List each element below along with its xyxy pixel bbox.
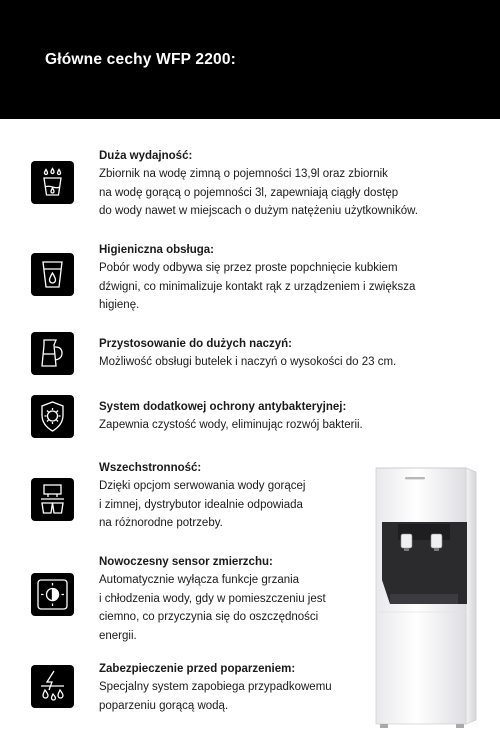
antibacterial-shield-icon [31,395,74,438]
feature-description [99,165,418,221]
feature-title: Wszechstronność: [99,462,202,474]
feature-title: Duża wydajność: [99,150,193,162]
feature-description-line: do wody nawet w miejscach o dużym natężeniu użytkowników. [99,205,418,217]
cup-water-icon [31,253,74,296]
feature-title: Nowoczesny sensor zmierzchu: [99,556,273,568]
feature-description-line: i chłodzenia wody, gdy w pomieszczeniu jest [99,592,326,605]
water-dispenser-image [370,462,480,732]
feature-description-line: dźwigni, co minimalizuje kontakt rąk z urządzeniem i zwiększa [99,280,416,293]
feature-description-line: poparzeniu gorącą wodą. [99,699,229,712]
feature-title: Przystosowanie do dużych naczyń: [99,338,292,350]
feature-description-line: na różnorodne potrzeby. [99,517,223,529]
feature-description-line: Możliwość obsługi butelek i naczyń o wysokości do 23 cm. [99,356,397,368]
feature-description-line: Zbiornik na wodę zimną o pojemności 13,9l oraz zbiornik [99,168,388,180]
dusk-sensor-icon [31,573,74,616]
feature-title: Zabezpieczenie przed poparzeniem: [99,663,296,675]
feature-description-line: Specjalny system zapobiega przypadkowemu [99,681,332,693]
feature-description-line: higienę. [99,299,140,311]
feature-description-line: Dzięki opcjom serwowania wody gorącej [99,480,306,492]
feature-description-line: energii. [99,629,137,642]
scald-protection-icon [31,665,74,708]
feature-description-line: Pobór wody odbywa się przez proste popchnięcie kubkiem [99,262,398,274]
feature-title: System dodatkowej ochrony antybakteryjnej: [99,401,347,413]
feature-description [99,678,332,715]
feature-description-line: na wodę gorącą o pojemności 3l, zapewniają ciągły dostęp [99,186,399,199]
page-header [0,0,500,119]
feature-description-line: i zimnej, dystrybutor idealnie odpowiada [99,498,303,511]
page-title: Główne cechy WFP 2200: [45,51,237,68]
feature-description [99,416,363,435]
water-drops-glass-icon [31,161,74,204]
jug-icon [31,332,74,375]
feature-description-line: ciemno, co przyczynia się do oszczędności [99,611,319,623]
dispenser-two-cups-icon [31,478,74,521]
feature-description [99,477,305,533]
feature-description [99,259,415,315]
feature-description-line: Automatycznie wyłącza funkcje grzania [99,574,300,586]
feature-title: Higieniczna obsługa: [99,244,215,256]
feature-description [99,353,396,372]
feature-description-line: Zapewnia czystość wody, eliminując rozwój bakterii. [99,419,363,431]
feature-description [99,571,326,645]
